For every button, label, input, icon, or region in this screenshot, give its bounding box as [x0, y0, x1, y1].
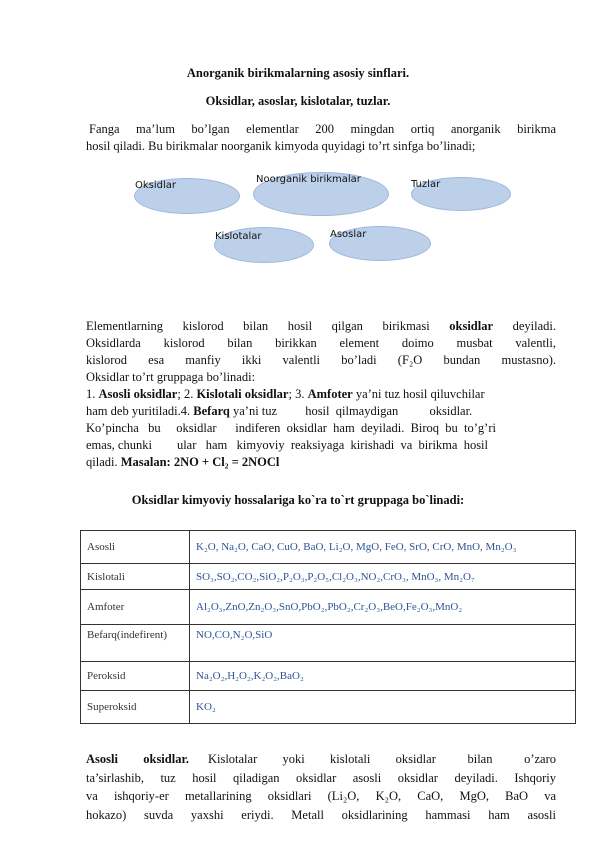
groups-heading: Oksidlar kimyoviy hossalariga ko`ra to`rt gruppaga bo`linadi: [131, 493, 465, 507]
text-run: qiladi. [86, 455, 121, 469]
paragraph-line [86, 454, 556, 471]
text-run: ; 2. [177, 387, 197, 401]
text-run: Elementlarning kislorod bilan hosil qilgan birikmasi [86, 319, 450, 333]
bold-term: Kislotali oksidlar [196, 387, 289, 401]
bold-term: Asosli oksidlar [98, 387, 178, 401]
oxide-formulas: NO,CO,N₂O,SiO [190, 625, 576, 662]
bold-term: Amfoter [307, 387, 353, 401]
paragraph-line: Oksidlarda kislorod bilan birikkan element doimo musbat valentli, [86, 336, 556, 350]
bold-term: Asosli oksidlar. [86, 752, 189, 766]
paragraph-line: Ko’pincha bu oksidlar indiferen oksidlar ham deyiladi. Biroq bu to’g’ri [86, 421, 496, 435]
paragraph-line: hokazo) suvda yaxshi eriydi. Metall oksidlarining hammasi ham asosli [86, 807, 556, 822]
paragraph-line: Oksidlar to’rt gruppaga bo’linadi: [86, 370, 256, 384]
table-row [81, 662, 576, 691]
text-run: Kislotalar yoki kislotali oksidlar bilan o’zaro [207, 752, 556, 766]
text-run: ya’ni tuz hosil qilmaydigan oksidlar. [229, 404, 473, 418]
oksidlar-label: Oksidlar [135, 180, 177, 191]
paragraph-line: emas, chunki ular ham kimyoviy reaksiyaga kirishadi va birikma hosil [86, 438, 489, 452]
intro-paragraph [86, 121, 556, 155]
oxide-formulas: SO₃,SO₂,CO₂,SiO₂,P₂O₃,P₂O₅,Cl₂O₃,NO₂,CrO₃, MnO₃, Mn₂O₇ [190, 564, 576, 590]
oxides-table [80, 530, 576, 724]
table-row [81, 564, 576, 590]
oxide-formulas: K₂O, Na₂O, CaO, CuO, BaO, Li₂O, MgO, FeO, SrO, CrO, MnO, Mn₂O₃ [190, 531, 576, 564]
oxide-class: Peroksid [81, 662, 190, 691]
oxide-class: Superoksid [81, 691, 190, 724]
paragraph-line: ta’sirlashib, tuz hosil qiladigan oksidlar asosli oksidlar deyiladi. Ishqoriy [86, 770, 556, 785]
text-run: ; 3. [288, 387, 308, 401]
tuzlar-label: Tuzlar [411, 179, 441, 190]
oxide-formulas: Na₂O₂,H₂O₂,K₂O₂,BaO₂ [190, 662, 576, 691]
oxide-formulas: Al₂O₃,ZnO,Zn₂O₃,SnO,PbO₂,PbO₂,Cr₂O₃,BeO,Fe₂O₃,MnO₂ [190, 590, 576, 625]
table-row [81, 531, 576, 564]
intro-line: hosil qiladi. Bu birikmalar noorganik kimyoda quyidagi to’rt sinfga bo’linadi; [86, 139, 476, 153]
table-row [81, 691, 576, 724]
paragraph-line [86, 750, 556, 769]
paragraph-line: va ishqoriy-er metallarining oksidlari (Li₂O, K₂O, CaO, MgO, BaO va [86, 789, 556, 803]
paragraph-line [86, 403, 556, 420]
paragraph-line [86, 386, 556, 403]
kislotalar-label: Kislotalar [215, 231, 262, 242]
table-row [81, 590, 576, 625]
oxide-class: Asosli [81, 531, 190, 564]
bold-term: oksidlar [449, 319, 494, 333]
noorganik-label: Noorganik birikmalar [256, 174, 361, 185]
reaction-example: Masalan: 2NO + Cl₂ = 2NOCl [120, 455, 280, 469]
page-subtitle: Oksidlar, asoslar, kislotalar, tuzlar. [205, 94, 391, 108]
oxide-class: Amfoter [81, 590, 190, 625]
oxide-formulas: KO₂ [190, 691, 576, 724]
basic-oxides-paragraph [86, 750, 556, 824]
text-run: deyiladi. [493, 319, 556, 333]
text-run: ham deb yuritiladi.4. [86, 404, 194, 418]
intro-line: Fanga ma’lum bo’lgan elementlar 200 mingdan ortiq anorganik birikma [89, 122, 556, 136]
text-run: ya’ni tuz hosil qiluvchilar [352, 387, 485, 401]
paragraph-line: kislorod esa manfiy ikki valentli bo’ladi (F₂O bundan mustasno). [86, 353, 556, 367]
oxide-class: Kislotali [81, 564, 190, 590]
page-title: Anorganik birikmalarning asosiy sinflari. [186, 66, 410, 80]
table-row [81, 625, 576, 662]
asoslar-label: Asoslar [330, 229, 367, 240]
bold-term: Befarq [193, 404, 230, 418]
text-run: 1. [86, 387, 99, 401]
paragraph-line [86, 318, 556, 335]
oxide-class: Befarq(indefirent) [81, 625, 190, 662]
oxides-paragraph [86, 318, 556, 471]
